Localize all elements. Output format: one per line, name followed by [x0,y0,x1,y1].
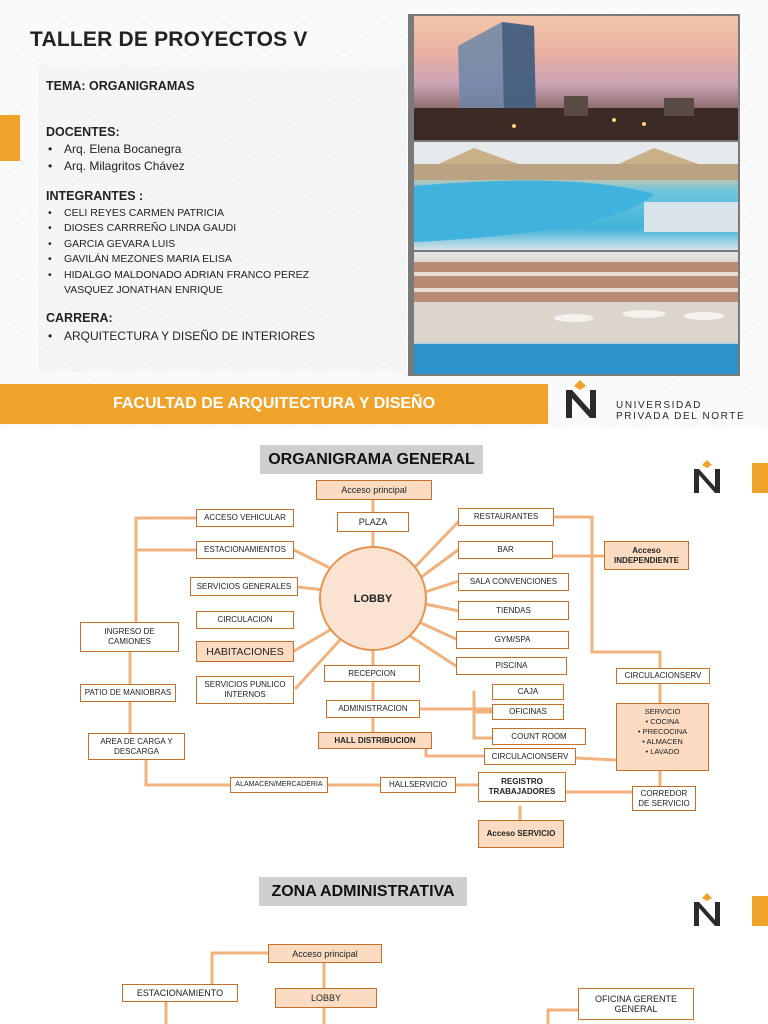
node-bar: BAR [458,541,553,559]
resort-photo [414,252,738,374]
integrante-item: • GARCIA GEVARA LUIS [46,237,309,252]
carrera-heading: CARRERA: [46,311,113,325]
node-acceso-independiente: Acceso INDEPENDIENTE [604,541,689,570]
carrera-item: • ARQUITECTURA Y DISEÑO DE INTERIORES [46,328,315,345]
node-hallservicio: HALLSERVICIO [380,777,456,793]
faculty-name: FACULTAD DE ARQUITECTURA Y DISEÑO [112,395,436,412]
node-gym-spa: GYM/SPA [456,631,569,649]
servicio-list [617,717,708,757]
node-hall-distribucion: HALL DISTRIBUCION [318,732,432,749]
node-sala-convenciones: SALA CONVENCIONES [458,573,569,591]
node-ingreso-camiones: INGRESO DE CAMIONES [80,622,179,652]
university-logo-icon [560,378,610,422]
node-oficinas: OFICINAS [492,704,564,720]
section-title-organigrama-general: ORGANIGRAMA GENERAL [260,445,483,474]
node-recepcion: RECEPCION [324,665,420,682]
integrantes-list [46,206,309,298]
node-almacen-mercaderia: ALAMACEN/MERCADERIA [230,777,328,793]
node-admin-acceso-principal: Acceso principal [268,944,382,963]
integrante-item-continued: VASQUEZ JONATHAN ENRIQUE [64,284,223,297]
integrante-item: • HIDALGO MALDONADO ADRIAN FRANCO PEREZ [46,268,309,283]
accent-tab-right [752,463,768,493]
university-name-line1: UNIVERSIDAD [616,400,702,411]
accent-tab-left [0,115,20,161]
servicio-item: • COCINA [617,717,708,727]
node-corredor-servicio: CORREDOR DE SERVICIO [632,786,696,811]
node-estacionamientos: ESTACIONAMIENTOS [196,541,294,559]
node-count-room: COUNT ROOM [492,728,586,745]
node-registro-trabajadores: REGISTRO TRABAJADORES [478,772,566,802]
node-servicios-publico-internos: SERVICIOS PUNLICO INTERNOS [196,676,294,704]
lobby-hub: LOBBY [319,546,427,651]
servicio-title: SERVICIO [644,707,681,716]
node-caja: CAJA [492,684,564,700]
node-admin-oficina-gerente: OFICINA GERENTE GENERAL [578,988,694,1020]
docente-item: • Arq. Milagritos Chávez [46,158,185,175]
hotel-tower-illustration [414,16,738,140]
servicio-item: • PRECOCINA [617,727,708,737]
pool-illustration [414,142,738,250]
node-habitaciones: HABITACIONES [196,641,294,662]
university-name-line2: PRIVADA DEL NORTE [616,411,746,422]
node-administracion: ADMINISTRACION [326,700,420,718]
tema-label: TEMA: ORGANIGRAMAS [46,79,195,93]
node-circulacion: CIRCULACION [196,611,294,629]
node-servicios-generales: SERVICIOS GENERALES [190,577,298,596]
node-piscina: PISCINA [456,657,567,675]
servicio-item: • ALMACEN [617,737,708,747]
docentes-heading: DOCENTES: [46,125,120,139]
section-title-zona-administrativa: ZONA ADMINISTRATIVA [259,877,467,906]
docentes-list [46,141,185,175]
university-logo-icon [690,459,732,495]
university-logo-icon [690,892,732,928]
node-admin-estacionamiento: ESTACIONAMIENTO [122,984,238,1002]
node-patio-maniobras: PATIO DE MANIOBRAS [80,684,176,702]
hotel-tower-photo [414,16,738,140]
node-acceso-vehicular: ACCESO VEHICULAR [196,509,294,527]
integrantes-heading: INTEGRANTES : [46,189,144,203]
accent-tab-right [752,896,768,926]
servicio-item: • LAVADO [617,747,708,757]
pool-photo [414,142,738,250]
node-circulacionserv: CIRCULACIONSERV [484,748,576,765]
resort-illustration [414,252,738,374]
node-plaza: PLAZA [337,512,409,532]
carrera-list [46,328,315,345]
node-servicio [616,703,709,771]
integrante-item: • CELI REYES CARMEN PATRICIA [46,206,309,221]
integrante-item: • GAVILÁN MEZONES MARIA ELISA [46,252,309,267]
node-admin-lobby: LOBBY [275,988,377,1008]
node-acceso-principal: Acceso principal [316,480,432,500]
node-acceso-servicio: Acceso SERVICIO [478,820,564,848]
docente-item: • Arq. Elena Bocanegra [46,141,185,158]
node-restaurantes: RESTAURANTES [458,508,554,526]
course-title: TALLER DE PROYECTOS V [30,28,308,51]
node-circulacionserv-right: CIRCULACIONSERV [616,668,710,684]
integrante-item: • DIOSES CARRREÑO LINDA GAUDI [46,221,309,236]
node-area-carga-descarga: AREA DE CARGA Y DESCARGA [88,733,185,760]
node-tiendas: TIENDAS [458,601,569,620]
